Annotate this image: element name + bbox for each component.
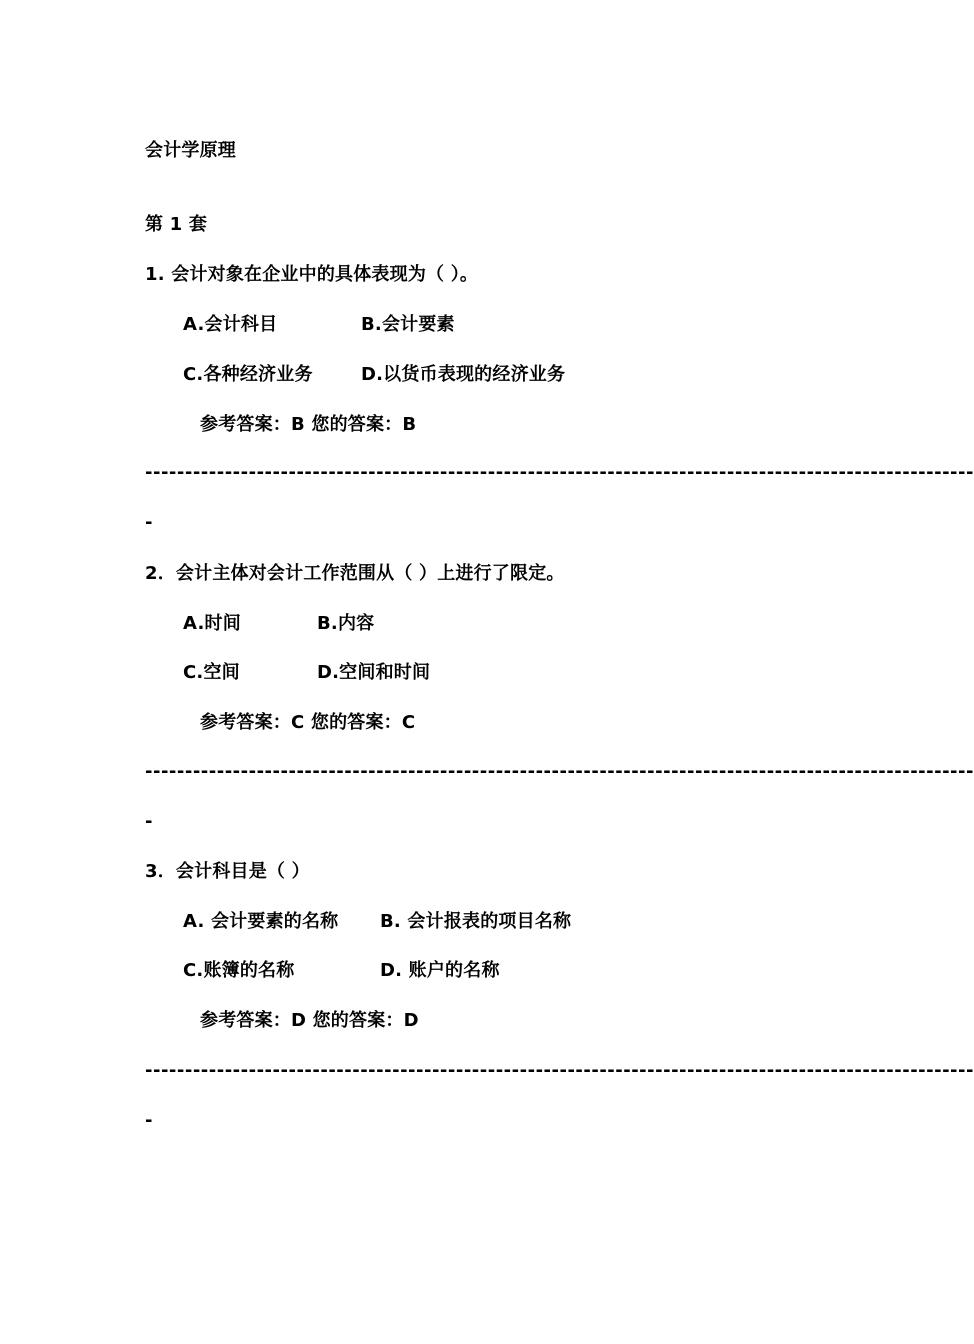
set-label: 第 1 套 bbox=[145, 214, 208, 235]
question-3-option-c: C.账簿的名称 bbox=[183, 960, 295, 981]
question-3-option-d: D. 账户的名称 bbox=[380, 960, 500, 981]
question-2-answer: 参考答案：C 您的答案：C bbox=[200, 712, 416, 733]
question-2-stem: 2．会计主体对会计工作范围从（ ）上进行了限定。 bbox=[145, 563, 565, 584]
separator-1: -------------------------------------------------------------------------------------------------------- bbox=[145, 462, 974, 483]
question-3-option-a: A. 会计要素的名称 bbox=[183, 911, 339, 932]
separator-1-tail: - bbox=[145, 512, 153, 533]
question-2-option-c: C.空间 bbox=[183, 662, 240, 683]
separator-2: -------------------------------------------------------------------------------------------------------- bbox=[145, 761, 974, 782]
question-1-answer: 参考答案：B 您的答案：B bbox=[200, 414, 417, 435]
question-2-option-a: A.时间 bbox=[183, 613, 241, 634]
question-1-option-d: D.以货币表现的经济业务 bbox=[361, 364, 566, 385]
separator-3: -------------------------------------------------------------------------------------------------------- bbox=[145, 1060, 974, 1081]
question-3-answer: 参考答案：D 您的答案：D bbox=[200, 1010, 419, 1031]
question-1-option-b: B.会计要素 bbox=[361, 314, 455, 335]
separator-3-tail: - bbox=[145, 1110, 153, 1131]
question-3-option-b: B. 会计报表的项目名称 bbox=[380, 911, 572, 932]
question-1-option-a: A.会计科目 bbox=[183, 314, 278, 335]
separator-2-tail: - bbox=[145, 811, 153, 832]
question-3-stem: 3．会计科目是（ ） bbox=[145, 861, 310, 882]
document-title: 会计学原理 bbox=[145, 140, 236, 161]
question-1-stem: 1. 会计对象在企业中的具体表现为（ ）。 bbox=[145, 264, 479, 285]
question-2-option-d: D.空间和时间 bbox=[317, 662, 431, 683]
question-1-option-c: C.各种经济业务 bbox=[183, 364, 313, 385]
question-2-option-b: B.内容 bbox=[317, 613, 375, 634]
